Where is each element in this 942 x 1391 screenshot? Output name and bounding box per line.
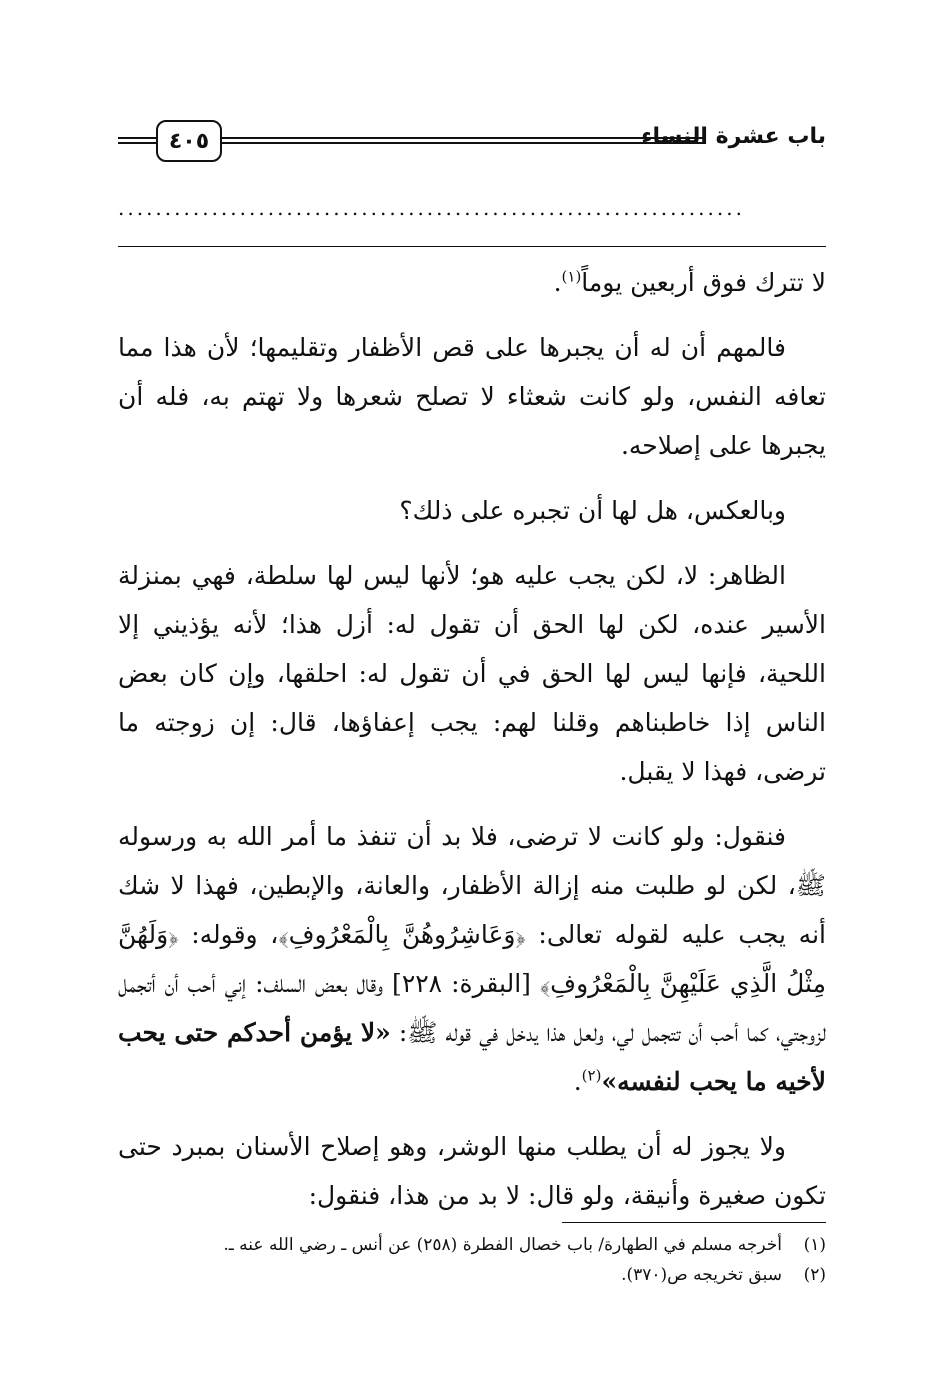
paragraph-1-text: لا تترك فوق أربعين يوماً: [581, 268, 826, 297]
footnote-2-number: (٢): [803, 1265, 826, 1285]
header-rule-right: [222, 137, 706, 144]
page-header: [118, 118, 826, 174]
main-text: [118, 258, 826, 1220]
footnote-2-text: سبق تخريجه ص(٣٧٠).: [621, 1265, 782, 1285]
header-separator: [118, 246, 826, 247]
footnote-ref-1: (١): [561, 267, 582, 286]
footnote-ref-2: (٢): [581, 1066, 602, 1085]
paragraph-6: ولا يجوز له أن يطلب منها الوشر، وهو إصلاح الأسنان بمبرد حتى تكون صغيرة وأنيقة، ولو قال: لا بد من هذا، فنقول:: [118, 1132, 826, 1210]
paragraph-3: وبالعكس، هل لها أن تجبره على ذلك؟: [399, 496, 786, 525]
footnote-1-number: (١): [803, 1235, 826, 1255]
footnotes: [118, 1230, 826, 1290]
paragraph-5-end: .: [573, 1067, 582, 1096]
footnote-1-text: أخرجه مسلم في الطهارة/ باب خصال الفطرة (٢٥٨) عن أنس ـ رضي الله عنه ـ.: [223, 1235, 782, 1255]
dotted-line: ...................................................................: [118, 198, 745, 218]
page-number: ٤٠٥: [156, 120, 222, 162]
footnote-2: [118, 1260, 826, 1290]
paragraph-1-end: .: [553, 268, 562, 297]
paragraph-2: فالمهم أن له أن يجبرها على قص الأظفار وتقليمها؛ لأن هذا مما تعافه النفس، ولو كانت شعثاء لا تصلح شعرها ولا تهتم به، فله أن يجبرها على إصلاحه.: [118, 333, 826, 460]
footnote-separator: [562, 1222, 826, 1223]
hadith-quote: «لا يؤمن أحدكم حتى يحب لأخيه ما يحب لنفسه»: [118, 1018, 826, 1096]
chapter-title: باب عشرة النساء: [641, 124, 826, 149]
paragraph-5: [118, 812, 826, 1106]
header-rule-left: [118, 137, 156, 144]
paragraph-5-text: فنقول: ولو كانت لا ترضى، فلا بد أن تنفذ ما أمر الله به ورسوله ﷺ، لكن لو طلبت منه إزالة الأظفار، والعانة، والإبطين، فهذا لا شك أنه يجب عليه لقوله تعالى: ﴿وَعَاشِرُوهُنَّ بِالْمَعْرُوفِ﴾، وقوله: ﴿وَلَهُنَّ مِثْلُ الَّذِي عَلَيْهِنَّ بِالْمَعْرُوفِ﴾ [البقرة: ٢٢٨] وقال بعض السلف: إني أحب أن أتجمل لزوجتي، كما أحب أن تتجمل لي، ولعل هذا يدخل في قوله ﷺ:: [118, 822, 826, 1047]
footnote-1: [118, 1230, 826, 1260]
paragraph-4: الظاهر: لا، لكن يجب عليه هو؛ لأنها ليس لها سلطة، فهي بمنزلة الأسير عنده، لكن لها الحق أن تقول له: أزل هذا؛ لأنه يؤذيني إلا اللحية، فإنها ليس لها الحق في أن تقول له: احلقها، وإن كان بعض الناس إذا خاطبناهم وقلنا لهم: يجب إعفاؤها، قال: إن زوجته ما ترضى، فهذا لا يقبل.: [118, 561, 826, 786]
paragraph-1: [118, 258, 826, 307]
